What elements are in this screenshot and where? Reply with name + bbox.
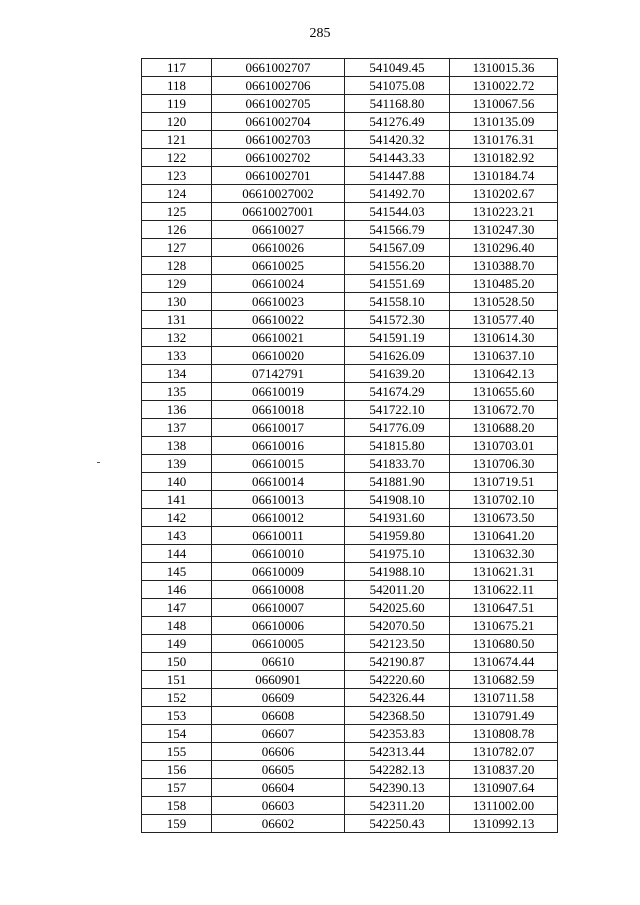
point-number-cell: 122: [142, 149, 212, 167]
y-coordinate-cell: 1310992.13: [450, 815, 558, 833]
x-coordinate-cell: 541168.80: [345, 95, 450, 113]
page-number: 285: [309, 26, 331, 41]
point-code-cell: 06610020: [212, 347, 345, 365]
y-coordinate-cell: 1310688.20: [450, 419, 558, 437]
y-coordinate-cell: 1310680.50: [450, 635, 558, 653]
y-coordinate-cell: 1310621.31: [450, 563, 558, 581]
point-number-cell: 136: [142, 401, 212, 419]
point-code-cell: 06610009: [212, 563, 345, 581]
x-coordinate-cell: 542250.43: [345, 815, 450, 833]
x-coordinate-cell: 542311.20: [345, 797, 450, 815]
x-coordinate-cell: 541276.49: [345, 113, 450, 131]
x-coordinate-cell: 541492.70: [345, 185, 450, 203]
point-number-cell: 131: [142, 311, 212, 329]
y-coordinate-cell: 1310485.20: [450, 275, 558, 293]
point-number-cell: 124: [142, 185, 212, 203]
y-coordinate-cell: 1310247.30: [450, 221, 558, 239]
table-row: [142, 365, 558, 383]
point-code-cell: 06610015: [212, 455, 345, 473]
x-coordinate-cell: 541556.20: [345, 257, 450, 275]
x-coordinate-cell: 541544.03: [345, 203, 450, 221]
table-row: [142, 455, 558, 473]
point-code-cell: 06610007: [212, 599, 345, 617]
point-code-cell: 06610023: [212, 293, 345, 311]
table-row: [142, 473, 558, 491]
table-row: [142, 599, 558, 617]
point-code-cell: 0661002701: [212, 167, 345, 185]
table-row: [142, 77, 558, 95]
y-coordinate-cell: 1310632.30: [450, 545, 558, 563]
table-row: [142, 383, 558, 401]
y-coordinate-cell: 1310672.70: [450, 401, 558, 419]
point-code-cell: 06610014: [212, 473, 345, 491]
y-coordinate-cell: 1310296.40: [450, 239, 558, 257]
y-coordinate-cell: 1310641.20: [450, 527, 558, 545]
y-coordinate-cell: 1310528.50: [450, 293, 558, 311]
x-coordinate-cell: 541447.88: [345, 167, 450, 185]
y-coordinate-cell: 1310674.44: [450, 653, 558, 671]
point-code-cell: 06610005: [212, 635, 345, 653]
x-coordinate-cell: 541908.10: [345, 491, 450, 509]
point-code-cell: 06608: [212, 707, 345, 725]
x-coordinate-cell: 541075.08: [345, 77, 450, 95]
table-row: [142, 203, 558, 221]
point-code-cell: 06610027001: [212, 203, 345, 221]
y-coordinate-cell: 1310647.51: [450, 599, 558, 617]
x-coordinate-cell: 541420.32: [345, 131, 450, 149]
point-code-cell: 06610: [212, 653, 345, 671]
point-number-cell: 142: [142, 509, 212, 527]
point-number-cell: 145: [142, 563, 212, 581]
table-row: [142, 707, 558, 725]
point-code-cell: 06609: [212, 689, 345, 707]
y-coordinate-cell: 1310711.58: [450, 689, 558, 707]
point-number-cell: 148: [142, 617, 212, 635]
y-coordinate-cell: 1310702.10: [450, 491, 558, 509]
table-row: [142, 401, 558, 419]
point-number-cell: 157: [142, 779, 212, 797]
table-row: [142, 59, 558, 77]
table-row: [142, 347, 558, 365]
point-code-cell: 06610012: [212, 509, 345, 527]
table-row: [142, 563, 558, 581]
point-number-cell: 139: [142, 455, 212, 473]
y-coordinate-cell: 1310907.64: [450, 779, 558, 797]
table-row: [142, 725, 558, 743]
x-coordinate-cell: 542368.50: [345, 707, 450, 725]
x-coordinate-cell: 541722.10: [345, 401, 450, 419]
point-code-cell: 0661002702: [212, 149, 345, 167]
table-row: [142, 779, 558, 797]
y-coordinate-cell: 1310577.40: [450, 311, 558, 329]
x-coordinate-cell: 541443.33: [345, 149, 450, 167]
point-number-cell: 144: [142, 545, 212, 563]
point-number-cell: 149: [142, 635, 212, 653]
table-row: [142, 527, 558, 545]
point-code-cell: 06610024: [212, 275, 345, 293]
point-number-cell: 152: [142, 689, 212, 707]
y-coordinate-cell: 1310067.56: [450, 95, 558, 113]
point-number-cell: 135: [142, 383, 212, 401]
table-row: [142, 239, 558, 257]
table-row: [142, 815, 558, 833]
point-code-cell: 06610018: [212, 401, 345, 419]
x-coordinate-cell: 541626.09: [345, 347, 450, 365]
point-code-cell: 06610016: [212, 437, 345, 455]
x-coordinate-cell: 542220.60: [345, 671, 450, 689]
scan-speck: [97, 462, 100, 463]
y-coordinate-cell: 1310675.21: [450, 617, 558, 635]
point-code-cell: 06610026: [212, 239, 345, 257]
point-code-cell: 06610022: [212, 311, 345, 329]
point-number-cell: 153: [142, 707, 212, 725]
x-coordinate-cell: 541566.79: [345, 221, 450, 239]
point-number-cell: 146: [142, 581, 212, 599]
x-coordinate-cell: 541639.20: [345, 365, 450, 383]
y-coordinate-cell: 1310782.07: [450, 743, 558, 761]
point-number-cell: 127: [142, 239, 212, 257]
point-number-cell: 138: [142, 437, 212, 455]
point-number-cell: 156: [142, 761, 212, 779]
y-coordinate-cell: 1310135.09: [450, 113, 558, 131]
y-coordinate-cell: 1310655.60: [450, 383, 558, 401]
coordinates-table-body: [142, 59, 558, 833]
y-coordinate-cell: 1310182.92: [450, 149, 558, 167]
y-coordinate-cell: 1311002.00: [450, 797, 558, 815]
table-row: [142, 95, 558, 113]
point-code-cell: 0661002705: [212, 95, 345, 113]
y-coordinate-cell: 1310388.70: [450, 257, 558, 275]
y-coordinate-cell: 1310682.59: [450, 671, 558, 689]
y-coordinate-cell: 1310202.67: [450, 185, 558, 203]
table-row: [142, 671, 558, 689]
x-coordinate-cell: 542070.50: [345, 617, 450, 635]
table-row: [142, 311, 558, 329]
point-number-cell: 130: [142, 293, 212, 311]
x-coordinate-cell: 541931.60: [345, 509, 450, 527]
point-number-cell: 120: [142, 113, 212, 131]
x-coordinate-cell: 541815.80: [345, 437, 450, 455]
table-row: [142, 149, 558, 167]
point-code-cell: 06610006: [212, 617, 345, 635]
point-code-cell: 06605: [212, 761, 345, 779]
table-row: [142, 275, 558, 293]
x-coordinate-cell: 541558.10: [345, 293, 450, 311]
x-coordinate-cell: 542390.13: [345, 779, 450, 797]
x-coordinate-cell: 541881.90: [345, 473, 450, 491]
x-coordinate-cell: 541959.80: [345, 527, 450, 545]
point-code-cell: 06610025: [212, 257, 345, 275]
point-number-cell: 132: [142, 329, 212, 347]
table-row: [142, 131, 558, 149]
y-coordinate-cell: 1310022.72: [450, 77, 558, 95]
point-code-cell: 0661002703: [212, 131, 345, 149]
table-row: [142, 221, 558, 239]
table-row: [142, 761, 558, 779]
table-row: [142, 293, 558, 311]
point-number-cell: 133: [142, 347, 212, 365]
point-number-cell: 141: [142, 491, 212, 509]
point-number-cell: 158: [142, 797, 212, 815]
x-coordinate-cell: 542190.87: [345, 653, 450, 671]
y-coordinate-cell: 1310719.51: [450, 473, 558, 491]
point-code-cell: 06604: [212, 779, 345, 797]
y-coordinate-cell: 1310614.30: [450, 329, 558, 347]
table-row: [142, 167, 558, 185]
point-code-cell: 0661002704: [212, 113, 345, 131]
point-number-cell: 126: [142, 221, 212, 239]
point-code-cell: 0660901: [212, 671, 345, 689]
x-coordinate-cell: 541988.10: [345, 563, 450, 581]
x-coordinate-cell: 541551.69: [345, 275, 450, 293]
x-coordinate-cell: 542326.44: [345, 689, 450, 707]
point-number-cell: 137: [142, 419, 212, 437]
table-row: [142, 509, 558, 527]
table-row: [142, 437, 558, 455]
point-number-cell: 159: [142, 815, 212, 833]
x-coordinate-cell: 541567.09: [345, 239, 450, 257]
point-number-cell: 119: [142, 95, 212, 113]
table-row: [142, 545, 558, 563]
table-row: [142, 257, 558, 275]
y-coordinate-cell: 1310176.31: [450, 131, 558, 149]
point-code-cell: 0661002706: [212, 77, 345, 95]
x-coordinate-cell: 542011.20: [345, 581, 450, 599]
x-coordinate-cell: 541833.70: [345, 455, 450, 473]
y-coordinate-cell: 1310808.78: [450, 725, 558, 743]
point-code-cell: 06610010: [212, 545, 345, 563]
table-row: [142, 635, 558, 653]
point-number-cell: 128: [142, 257, 212, 275]
point-number-cell: 125: [142, 203, 212, 221]
x-coordinate-cell: 542353.83: [345, 725, 450, 743]
point-number-cell: 123: [142, 167, 212, 185]
point-number-cell: 151: [142, 671, 212, 689]
x-coordinate-cell: 541975.10: [345, 545, 450, 563]
point-code-cell: 06602: [212, 815, 345, 833]
y-coordinate-cell: 1310184.74: [450, 167, 558, 185]
table-row: [142, 419, 558, 437]
point-number-cell: 155: [142, 743, 212, 761]
x-coordinate-cell: 541776.09: [345, 419, 450, 437]
table-row: [142, 113, 558, 131]
point-number-cell: 117: [142, 59, 212, 77]
point-code-cell: 06610008: [212, 581, 345, 599]
point-code-cell: 06603: [212, 797, 345, 815]
y-coordinate-cell: 1310706.30: [450, 455, 558, 473]
point-code-cell: 06607: [212, 725, 345, 743]
point-code-cell: 06610027002: [212, 185, 345, 203]
y-coordinate-cell: 1310015.36: [450, 59, 558, 77]
table-row: [142, 743, 558, 761]
point-number-cell: 154: [142, 725, 212, 743]
point-code-cell: 06610027: [212, 221, 345, 239]
x-coordinate-cell: 542123.50: [345, 635, 450, 653]
point-number-cell: 147: [142, 599, 212, 617]
x-coordinate-cell: 541591.19: [345, 329, 450, 347]
table-row: [142, 797, 558, 815]
point-number-cell: 118: [142, 77, 212, 95]
table-row: [142, 653, 558, 671]
point-number-cell: 129: [142, 275, 212, 293]
table-row: [142, 491, 558, 509]
table-row: [142, 581, 558, 599]
x-coordinate-cell: 542282.13: [345, 761, 450, 779]
point-number-cell: 143: [142, 527, 212, 545]
table-row: [142, 617, 558, 635]
y-coordinate-cell: 1310673.50: [450, 509, 558, 527]
x-coordinate-cell: 541572.30: [345, 311, 450, 329]
y-coordinate-cell: 1310637.10: [450, 347, 558, 365]
point-code-cell: 06610021: [212, 329, 345, 347]
y-coordinate-cell: 1310791.49: [450, 707, 558, 725]
point-code-cell: 06606: [212, 743, 345, 761]
x-coordinate-cell: 541049.45: [345, 59, 450, 77]
table-row: [142, 329, 558, 347]
point-number-cell: 121: [142, 131, 212, 149]
table-row: [142, 185, 558, 203]
coordinates-table: [141, 58, 558, 833]
point-code-cell: 06610017: [212, 419, 345, 437]
point-code-cell: 06610011: [212, 527, 345, 545]
point-code-cell: 06610013: [212, 491, 345, 509]
y-coordinate-cell: 1310642.13: [450, 365, 558, 383]
y-coordinate-cell: 1310703.01: [450, 437, 558, 455]
point-number-cell: 140: [142, 473, 212, 491]
point-number-cell: 150: [142, 653, 212, 671]
y-coordinate-cell: 1310622.11: [450, 581, 558, 599]
y-coordinate-cell: 1310837.20: [450, 761, 558, 779]
point-code-cell: 06610019: [212, 383, 345, 401]
table-row: [142, 689, 558, 707]
x-coordinate-cell: 541674.29: [345, 383, 450, 401]
y-coordinate-cell: 1310223.21: [450, 203, 558, 221]
point-code-cell: 0661002707: [212, 59, 345, 77]
point-number-cell: 134: [142, 365, 212, 383]
point-code-cell: 07142791: [212, 365, 345, 383]
x-coordinate-cell: 542025.60: [345, 599, 450, 617]
x-coordinate-cell: 542313.44: [345, 743, 450, 761]
